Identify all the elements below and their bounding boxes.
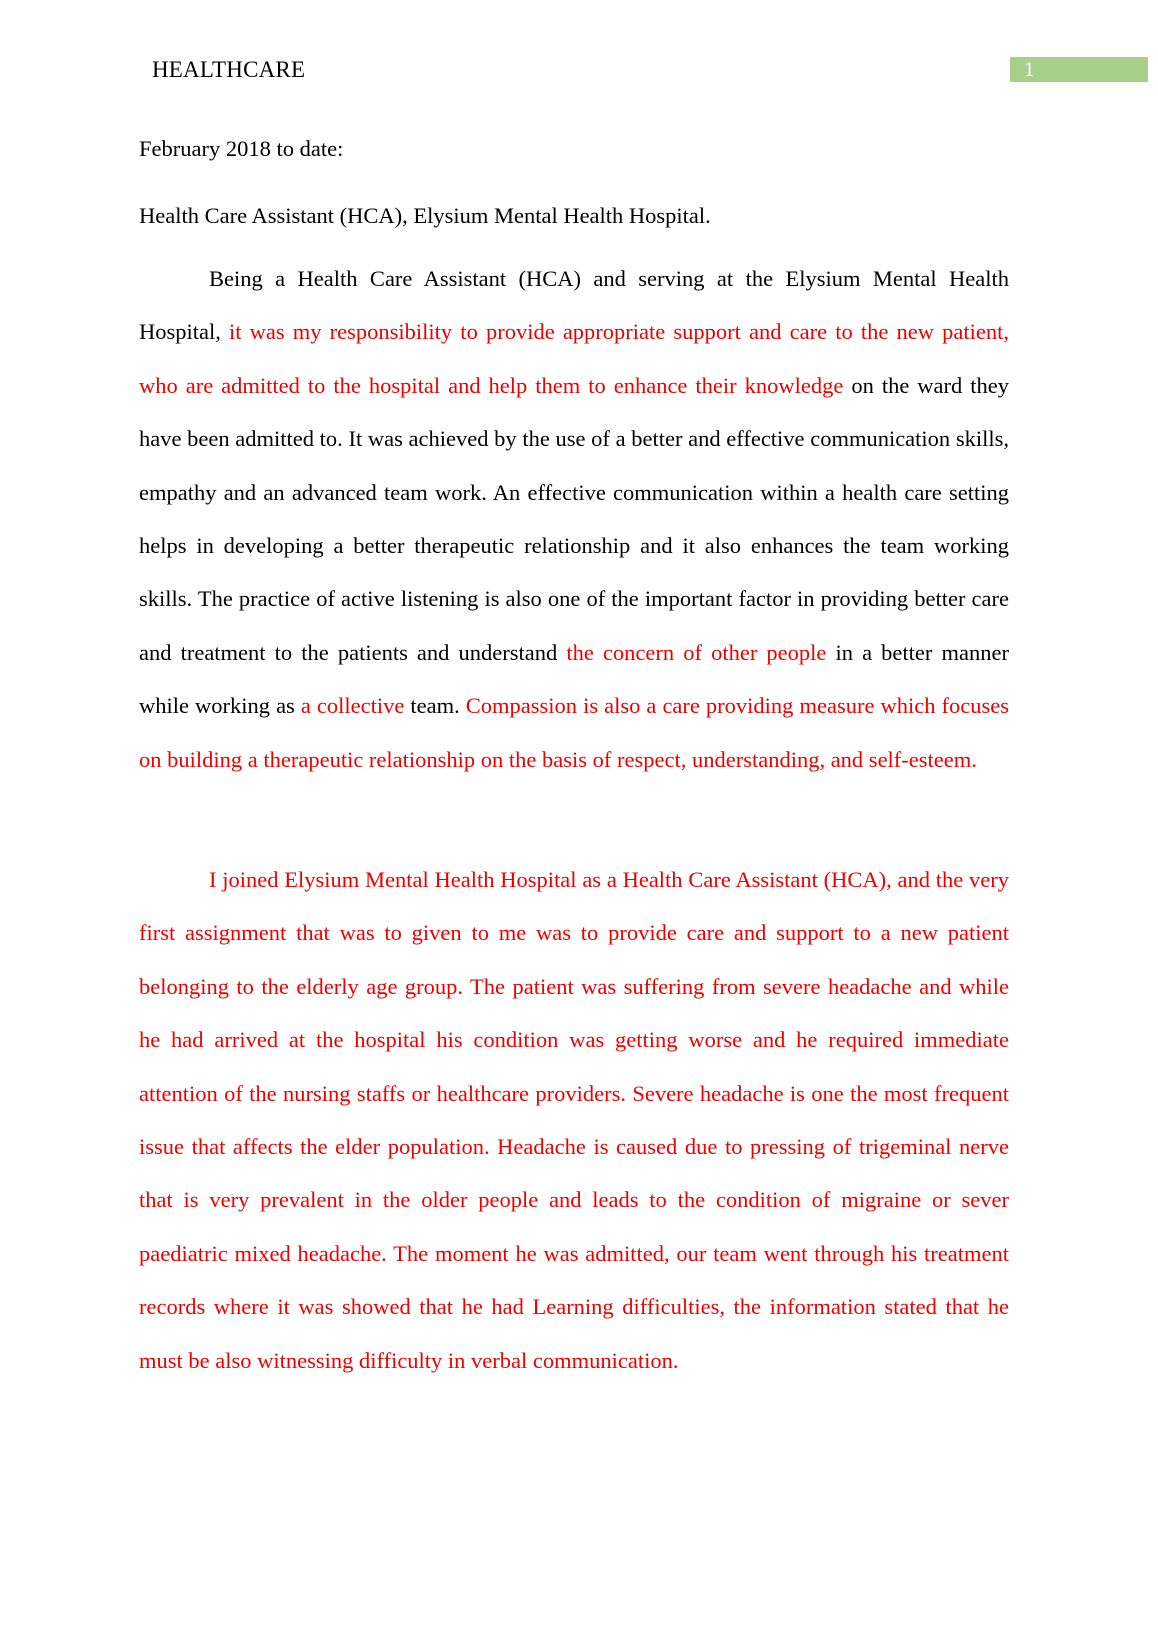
running-head: HEALTHCARE — [152, 57, 306, 82]
page-number: 1 — [1024, 57, 1035, 81]
role-line: Health Care Assistant (HCA), Elysium Mental Health Hospital. — [139, 203, 711, 228]
paragraph1-text: in a better manner while working as — [139, 639, 1009, 719]
paragraph1-text: Being a Health Care Assistant (HCA) and serving at the Elysium Mental Health Hospital, — [139, 266, 1009, 345]
paragraph1-highlight: a collective — [300, 693, 405, 719]
date-line: February 2018 to date: — [139, 136, 344, 161]
paragraph1-highlight: Compassion is also a care providing measure which focuses on building a therapeutic relationship on the basis of respect, understanding, and self-esteem. — [139, 693, 1009, 772]
paragraph1-text: on the ward they have been admitted to. It was achieved by the use of a better and effective communication skills, empathy and an advanced team work. An effective communication within a health care setting helps in developing a better therapeutic relationship and it also enhances the team working skills. The practice of active listening is also one of the important factor in providing better care and treatment to the patients and understand — [139, 372, 1009, 665]
paragraph1-highlight: the concern of other people — [566, 639, 827, 665]
page-number-box — [1010, 57, 1148, 82]
paragraph-first-assignment: I joined Elysium Mental Health Hospital as a Health Care Assistant (HCA), and the very first assignment that was to given to me was to provide care and support to a new patient belonging to the elderly age group. The patient was suffering from severe headache and while he had arrived at the hospital his condition was getting worse and he required immediate attention of the nursing staffs or healthcare providers. Severe headache is one the most frequent issue that affects the elder population. Headache is caused due to pressing of trigeminal nerve that is very prevalent in the older people and leads to the condition of migraine or sever paediatric mixed headache. The moment he was admitted, our team went through his treatment records where it was showed that he had Learning difficulties, the information stated that he must be also witnessing difficulty in verbal communication. — [139, 867, 1009, 1373]
paragraph-experience — [139, 252, 1009, 786]
paragraph1-text: team. — [404, 693, 466, 719]
paragraph1-highlight: it was my responsibility to provide appropriate support and care to the new patient, who are admitted to the hospital and help them to enhance their knowledge — [139, 319, 1010, 398]
